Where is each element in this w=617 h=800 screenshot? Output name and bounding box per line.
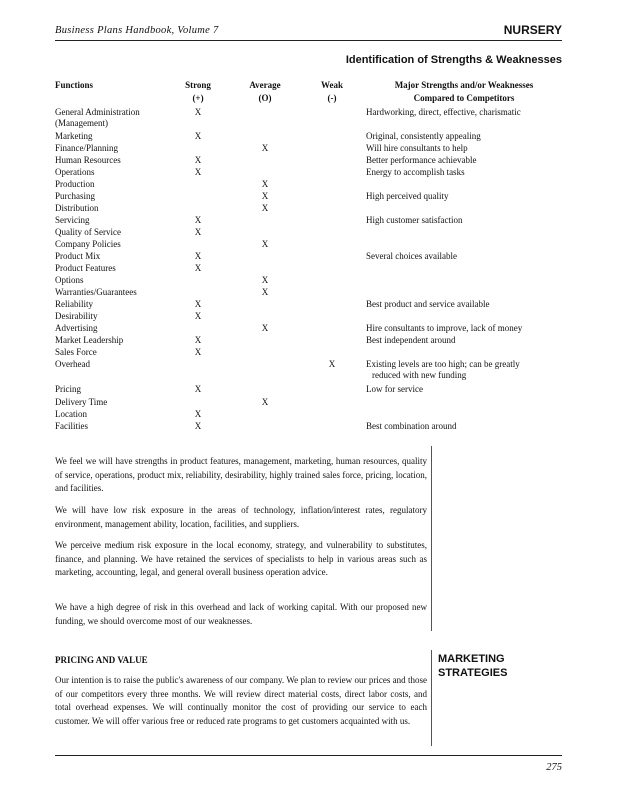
- row-comment: Hardworking, direct, effective, charismatic: [366, 107, 521, 117]
- row-function-name: Overhead: [55, 359, 90, 369]
- strong-mark: X: [194, 384, 202, 394]
- strong-mark: X: [194, 167, 202, 177]
- average-mark: X: [261, 179, 269, 189]
- row-function-name: Pricing: [55, 384, 81, 394]
- footer-rule: [55, 755, 562, 756]
- header-average: Average: [249, 80, 281, 90]
- row-function-name: Servicing: [55, 215, 90, 225]
- average-mark: X: [261, 191, 269, 201]
- row-comment: Low for service: [366, 384, 423, 394]
- row-comment: Will hire consultants to help: [366, 143, 468, 153]
- row-comment: Existing levels are too high; can be greatly: [366, 359, 520, 369]
- row-comment: High customer satisfaction: [366, 215, 463, 225]
- row-function-name: Options: [55, 275, 84, 285]
- table-title: Identification of Strengths & Weaknesses: [345, 54, 562, 66]
- row-function-name: Finance/Planning: [55, 143, 118, 153]
- average-mark: X: [261, 397, 269, 407]
- header-weak: Weak: [320, 80, 343, 90]
- average-mark: X: [261, 203, 269, 213]
- strong-mark: X: [194, 263, 202, 273]
- row-function-name: Sales Force: [55, 347, 97, 357]
- strong-mark: X: [194, 299, 202, 309]
- row-function-name: Human Resources: [55, 155, 121, 165]
- row-comment-cont: reduced with new funding: [372, 370, 467, 380]
- row-function-name: Product Mix: [55, 251, 101, 261]
- strong-mark: X: [194, 131, 202, 141]
- row-function-name: General Administration: [55, 107, 140, 117]
- row-comment: Several choices available: [366, 251, 457, 261]
- row-comment: Energy to accomplish tasks: [366, 167, 465, 177]
- section-label-line-2: STRATEGIES: [438, 667, 508, 679]
- row-function-name: Location: [55, 409, 87, 419]
- weak-mark: X: [328, 359, 336, 369]
- section-label-line-1: MARKETING: [438, 653, 505, 665]
- row-function-name: Product Features: [55, 263, 116, 273]
- row-function-name: Purchasing: [55, 191, 95, 201]
- row-function-name-cont: (Management): [55, 118, 108, 128]
- strong-mark: X: [194, 421, 202, 431]
- pricing-paragraph: Our intention is to raise the public's awareness of our company. We plan to review our prices and those of our competitors every three months. We will review direct material costs, direct labor costs, and total overhead expenses. We will continually monitor the cost of providing our service to each customer. We will offer various free or reduced rate programs to get customers acquainted with us.: [55, 675, 427, 726]
- row-comment: Best combination around: [366, 421, 457, 431]
- strong-mark: X: [194, 155, 202, 165]
- header-weak-symbol: (-): [327, 93, 337, 103]
- row-comment: Best independent around: [366, 335, 456, 345]
- header-rule: [55, 40, 562, 41]
- row-function-name: Quality of Service: [55, 227, 121, 237]
- row-function-name: Delivery Time: [55, 397, 108, 407]
- section-label-marketing-strategies: [438, 652, 507, 680]
- paragraph-medium-risk: We perceive medium risk exposure in the local economy, strategy, and vulnerability to substitutes, finance, and planning. We have retained the services of specialists to help in various areas such as marketing, accounting, legal, and general overall business operation advice.: [55, 540, 427, 577]
- row-comment: High perceived quality: [366, 191, 449, 201]
- header-comments-sub: Compared to Competitors: [413, 93, 515, 103]
- row-comment: Best product and service available: [366, 299, 490, 309]
- average-mark: X: [261, 275, 269, 285]
- paragraph-strengths: We feel we will have strengths in product features, management, marketing, human resources, quality of service, operations, product mix, reliability, desirability, highly trained sales force, pricing, location, and facilities.: [55, 456, 427, 493]
- column-divider-bottom: [431, 650, 432, 746]
- row-function-name: Company Policies: [55, 239, 121, 249]
- strong-mark: X: [194, 311, 202, 321]
- header-strong: Strong: [185, 80, 211, 90]
- average-mark: X: [261, 323, 269, 333]
- paragraph-low-risk: We will have low risk exposure in the areas of technology, inflation/interest rates, regulatory environment, management ability, location, facilities, and suppliers.: [55, 505, 427, 529]
- strong-mark: X: [194, 335, 202, 345]
- row-function-name: Operations: [55, 167, 95, 177]
- row-function-name: Production: [55, 179, 95, 189]
- row-function-name: Warranties/Guarantees: [55, 287, 137, 297]
- row-function-name: Market Leadership: [55, 335, 124, 345]
- row-comment: Original, consistently appealing: [366, 131, 481, 141]
- header-strong-symbol: (+): [192, 93, 204, 103]
- row-function-name: Facilities: [55, 421, 88, 431]
- row-comment: Hire consultants to improve, lack of money: [366, 323, 523, 333]
- strong-mark: X: [194, 107, 202, 117]
- row-comment: Better performance achievable: [366, 155, 477, 165]
- average-mark: X: [261, 143, 269, 153]
- row-function-name: Reliability: [55, 299, 93, 309]
- strong-mark: X: [194, 227, 202, 237]
- row-function-name: Advertising: [55, 323, 98, 333]
- header-functions: Functions: [55, 80, 94, 90]
- row-function-name: Distribution: [55, 203, 99, 213]
- pricing-heading: PRICING AND VALUE: [55, 655, 148, 665]
- running-header-publication: Business Plans Handbook, Volume 7: [55, 25, 219, 36]
- average-mark: X: [261, 239, 269, 249]
- strong-mark: X: [194, 409, 202, 419]
- row-function-name: Marketing: [55, 131, 93, 141]
- strong-mark: X: [194, 251, 202, 261]
- header-average-symbol: (O): [258, 93, 272, 103]
- page-number: 275: [546, 762, 562, 773]
- strong-mark: X: [194, 215, 202, 225]
- row-function-name: Desirability: [55, 311, 98, 321]
- strong-mark: X: [194, 347, 202, 357]
- column-divider-top: [431, 446, 432, 631]
- average-mark: X: [261, 287, 269, 297]
- paragraph-high-risk: We have a high degree of risk in this overhead and lack of working capital. With our proposed new funding, we should overcome most of our weaknesses.: [55, 602, 427, 626]
- header-comments: Major Strengths and/or Weaknesses: [394, 80, 534, 90]
- running-header-section: NURSERY: [503, 23, 562, 37]
